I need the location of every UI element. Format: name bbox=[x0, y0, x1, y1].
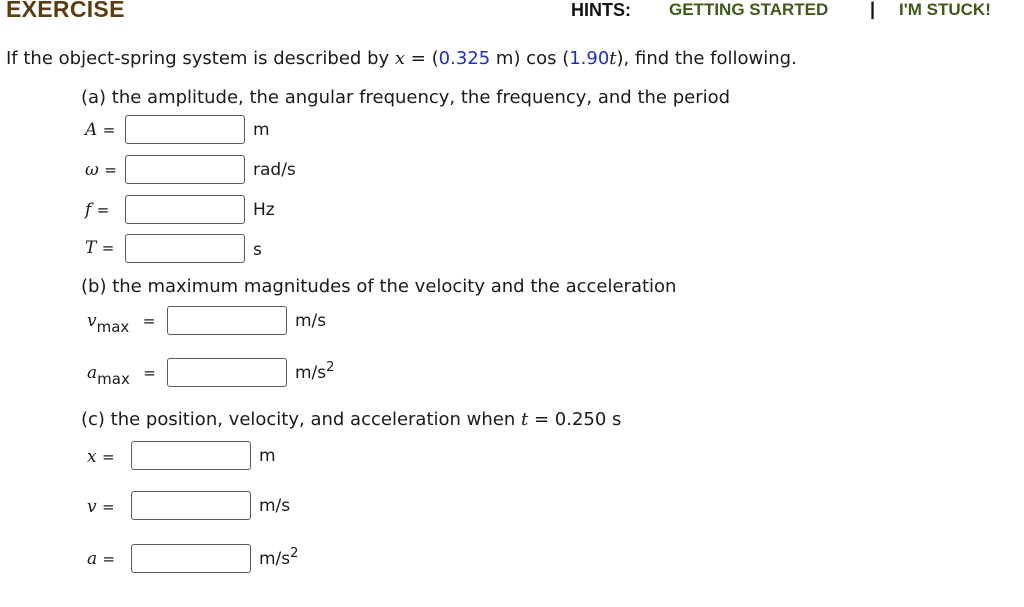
angular-frequency-input[interactable] bbox=[125, 155, 245, 184]
equals-sign: = bbox=[143, 364, 156, 382]
vmax-subscript: max bbox=[96, 318, 130, 336]
amax-unit-text: m/s bbox=[295, 363, 327, 383]
part-b-heading: (b) the maximum magnitudes of the velocity and the acceleration bbox=[81, 276, 677, 297]
part-c-heading-var-t: t bbox=[521, 409, 529, 430]
amplitude-symbol: A bbox=[85, 120, 98, 140]
equals-sign: = bbox=[142, 312, 156, 330]
exercise-title: EXERCISE bbox=[6, 0, 125, 22]
acceleration-input[interactable] bbox=[131, 544, 251, 573]
vmax-label bbox=[87, 311, 155, 336]
amplitude-unit-label: m bbox=[253, 120, 270, 140]
amax-symbol: a bbox=[87, 363, 98, 383]
question-equals: = bbox=[410, 48, 426, 69]
part-c-heading-prefix: (c) the position, velocity, and acceleration when bbox=[81, 409, 516, 430]
amplitude-unit: m) cos ( bbox=[495, 48, 570, 69]
question-text bbox=[6, 48, 797, 69]
velocity-symbol: v bbox=[87, 497, 97, 517]
equals-sign: = bbox=[96, 201, 110, 219]
position-symbol: x bbox=[87, 447, 97, 467]
amplitude-input[interactable] bbox=[125, 115, 245, 144]
acceleration-unit-exponent: 2 bbox=[290, 546, 299, 561]
vmax-input[interactable] bbox=[167, 306, 287, 335]
position-label bbox=[87, 447, 115, 467]
frequency-unit-label: Hz bbox=[253, 200, 275, 220]
hints-label: HINTS: bbox=[571, 0, 631, 20]
question-prefix: If the object-spring system is described by bbox=[6, 48, 390, 69]
acceleration-symbol: a bbox=[87, 549, 98, 569]
position-unit-text: m bbox=[259, 446, 276, 466]
question-open-paren: ( bbox=[431, 48, 439, 69]
equals-sign: = bbox=[101, 239, 115, 257]
angular-frequency-unit-label: rad/s bbox=[253, 160, 296, 180]
period-input[interactable] bbox=[125, 234, 245, 263]
acceleration-unit-label bbox=[259, 546, 299, 569]
vmax-symbol: v bbox=[87, 311, 97, 331]
amax-input[interactable] bbox=[167, 358, 287, 387]
position-input[interactable] bbox=[131, 441, 251, 470]
amplitude-label bbox=[85, 120, 115, 140]
equals-sign: = bbox=[102, 448, 115, 466]
question-var-t: t bbox=[609, 48, 617, 69]
period-unit-label: s bbox=[253, 240, 262, 260]
vmax-unit-text: m/s bbox=[295, 311, 327, 331]
position-unit-label bbox=[259, 446, 276, 466]
angular-frequency-label bbox=[85, 160, 117, 180]
hint-separator: | bbox=[870, 0, 876, 19]
getting-started-link[interactable]: GETTING STARTED bbox=[669, 0, 829, 19]
acceleration-unit-text: m/s bbox=[259, 549, 291, 569]
omega-value: 1.90 bbox=[569, 48, 610, 69]
amplitude-value: 0.325 bbox=[438, 48, 491, 69]
equals-sign: = bbox=[102, 550, 116, 568]
acceleration-label bbox=[87, 549, 115, 569]
frequency-symbol: f bbox=[85, 200, 92, 220]
velocity-unit-label bbox=[259, 496, 290, 516]
velocity-label bbox=[87, 497, 115, 517]
part-c-heading bbox=[81, 409, 621, 430]
frequency-input[interactable] bbox=[125, 195, 245, 224]
amax-subscript: max bbox=[97, 370, 130, 388]
part-c-heading-suffix: = 0.250 s bbox=[533, 409, 622, 430]
velocity-input[interactable] bbox=[131, 491, 251, 520]
equals-sign: = bbox=[102, 121, 116, 139]
amax-unit-label bbox=[295, 360, 335, 383]
equals-sign: = bbox=[102, 498, 115, 516]
question-var-x: x bbox=[394, 48, 406, 69]
amax-unit-exponent: 2 bbox=[326, 360, 335, 375]
frequency-label bbox=[85, 200, 109, 220]
period-symbol: T bbox=[85, 238, 97, 258]
amax-label bbox=[87, 363, 156, 388]
omega-symbol: ω bbox=[85, 160, 99, 180]
equals-sign: = bbox=[104, 161, 117, 179]
velocity-unit-text: m/s bbox=[259, 496, 291, 516]
vmax-unit-label bbox=[295, 311, 326, 331]
im-stuck-link[interactable]: I'M STUCK! bbox=[899, 0, 991, 19]
part-a-heading: (a) the amplitude, the angular frequency, the frequency, and the period bbox=[81, 87, 731, 108]
period-label bbox=[85, 238, 114, 258]
question-suffix: ), find the following. bbox=[616, 48, 797, 69]
